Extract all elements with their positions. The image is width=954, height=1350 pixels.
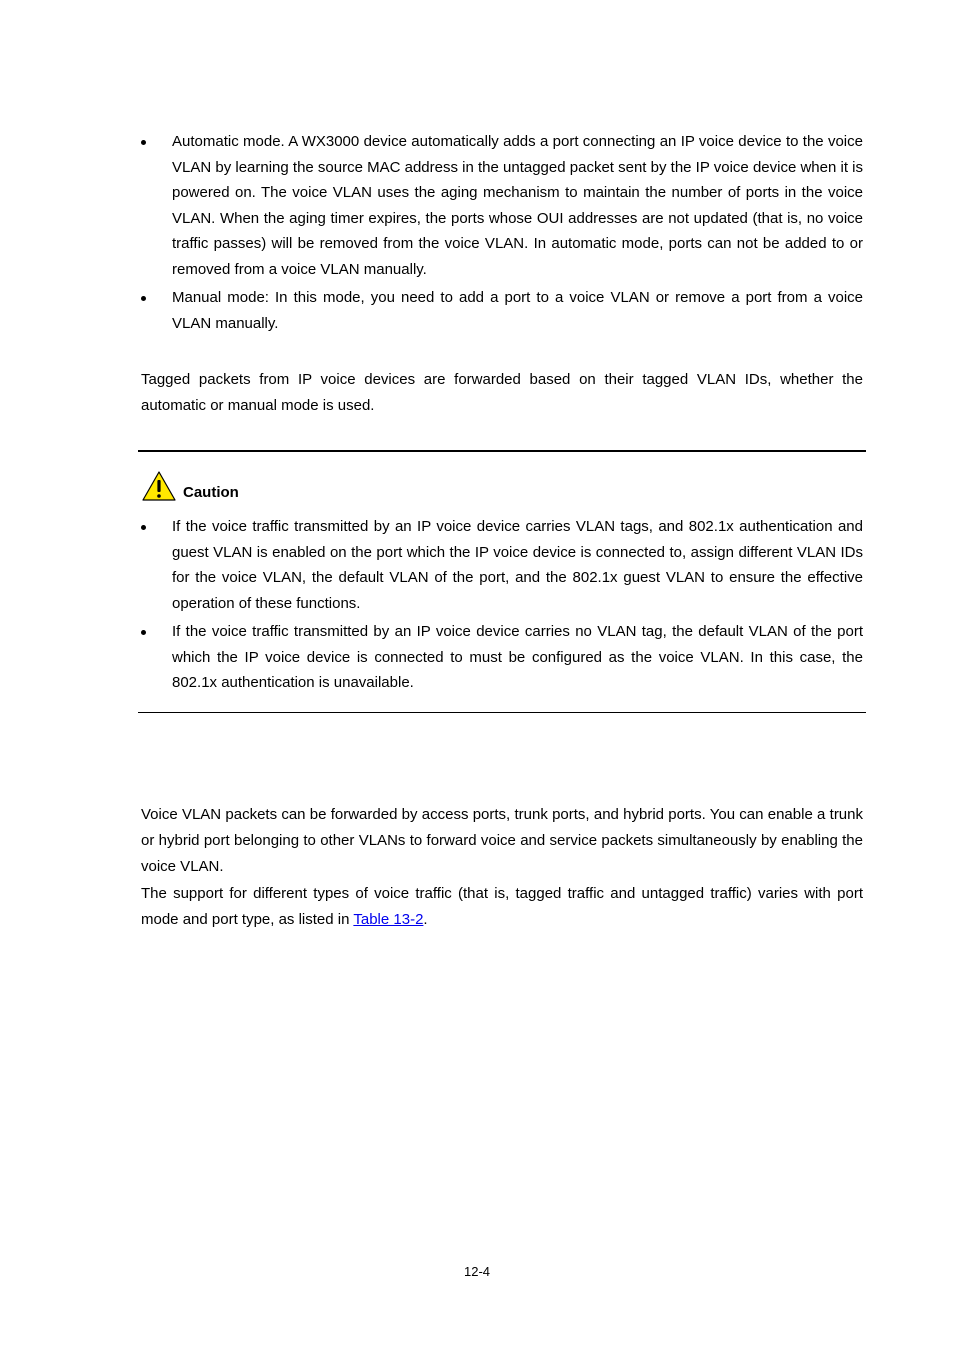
bullet-icon [141, 630, 146, 635]
bullet-icon [141, 140, 146, 145]
list-item-text: If the voice traffic transmitted by an IP voice device carries VLAN tags, and 802.1x authentication and guest VLAN is enabled on the port which the IP voice device is connected to, assign different VLAN IDs for the voice VLAN, the default VLAN of the port, and the 802.1x guest VLAN to ensure the effective operation of these functions. [172, 518, 863, 612]
list-item-text: Automatic mode. A WX3000 device automatically adds a port connecting an IP voice device to the voice VLAN by learning the source MAC address in the untagged packet sent by the IP voice device when it is powered on. The voice VLAN uses the aging mechanism to maintain the number of ports in the voice VLAN. When the aging timer expires, the ports whose OUI addresses are not updated (that is, no voice traffic passes) will be removed from the voice VLAN. In automatic mode, ports can not be added to or removed from a voice VLAN manually. [172, 133, 863, 278]
warning-triangle-icon [141, 470, 177, 502]
caution-label: Caution [183, 484, 239, 501]
bullet-icon [141, 525, 146, 530]
caution-list [141, 514, 863, 699]
bullet-icon [141, 296, 146, 301]
list-item-text: Manual mode: In this mode, you need to add a port to a voice VLAN or remove a port from a voice VLAN manually. [172, 289, 863, 332]
page-number: 12-4 [463, 1264, 491, 1279]
voice-vlan-modes-list [141, 129, 863, 339]
support-text-after: . [423, 911, 428, 928]
forwarding-paragraph: Voice VLAN packets can be forwarded by access ports, trunk ports, and hybrid ports. You can enable a trunk or hybrid port belonging to other VLANs to forward voice and service packets simultaneously by enabling the voice VLAN. [141, 806, 863, 875]
support-text-before: The support for different types of voice traffic (that is, tagged traffic and untagged traffic) varies with port mode and port type, as listed in [141, 885, 863, 928]
list-item [141, 619, 863, 696]
table-13-2-link[interactable]: Table 13-2 [353, 911, 424, 928]
list-item-text: If the voice traffic transmitted by an IP voice device carries no VLAN tag, the default VLAN of the port which the IP voice device is connected to must be configured as the voice VLAN. In this case, the 802.1x authentication is unavailable. [172, 623, 863, 691]
caution-top-rule [138, 450, 866, 452]
list-item [141, 129, 863, 282]
support-paragraph [141, 881, 863, 933]
caution-header [141, 470, 239, 502]
caution-bottom-rule [138, 712, 866, 713]
list-item [141, 285, 863, 336]
tagged-packets-paragraph: Tagged packets from IP voice devices are forwarded based on their tagged VLAN IDs, whether the automatic or manual mode is used. [141, 371, 863, 414]
list-item [141, 514, 863, 616]
